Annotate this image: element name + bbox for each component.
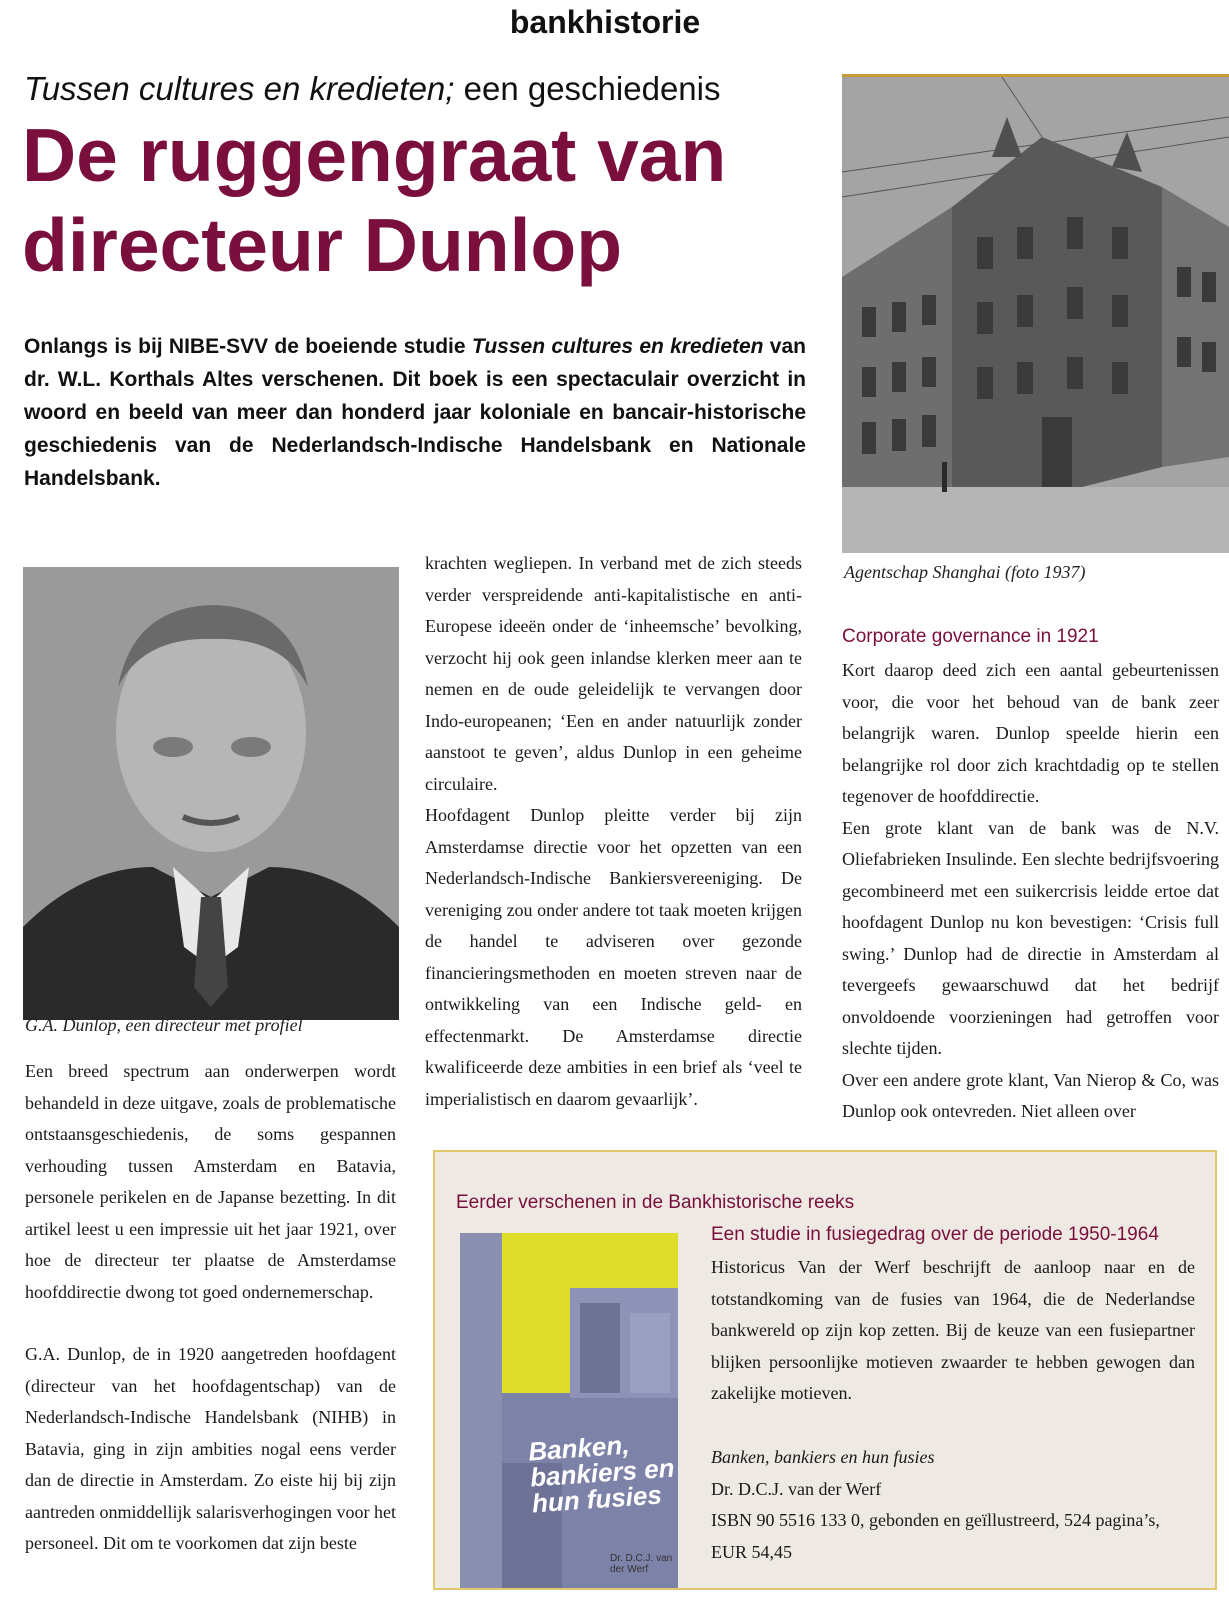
book-price: EUR 54,45 bbox=[711, 1541, 792, 1562]
shanghai-caption: Agentschap Shanghai (foto 1937) bbox=[844, 562, 1086, 582]
col3-paragraph-2: Een grote klant van de bank was de N.V. Oliefabrieken Insulinde. Een slechte bedrijfsvoering gecombineerd met een suikercrisis leidde ertoe dat hoofdagent Dunlop nu kon bevestigen: ‘Crisis full swing.’ Dunlop had de directie in Amsterdam al tevergeefs gewaarschuwd dat het bedrijf onvoldoende voorzieningen had getroffen voor slechte tijden. bbox=[842, 817, 1219, 1058]
col3-paragraph-1: Kort daarop deed zich een aantal gebeurtenissen voor, die voor het behoud van de bank zeer belangrijk waren. Dunlop speelde hierin een belangrijke rol door zich krachtdadig op te stellen tegenover de hoofddirectie. bbox=[842, 660, 1219, 806]
book-title: Banken, bankiers en hun fusies bbox=[711, 1447, 935, 1467]
cover-author: Dr. D.C.J. van der Werf bbox=[610, 1553, 673, 1575]
section-label: bankhistorie bbox=[509, 4, 701, 40]
kicker-rest: een geschiedenis bbox=[454, 70, 721, 107]
box-subheading: Een studie in fusiegedrag over de periode 1950-1964 bbox=[711, 1224, 1159, 1245]
corporate-governance-subhead: Corporate governance in 1921 bbox=[842, 626, 1099, 647]
book-details bbox=[711, 1442, 1201, 1568]
intro-part-2: van dr. W.L. Korthals Altes verschenen. Dit boek is een spectaculair overzicht in woord en beeld van meer dan honderd jaar koloniale en bancair-historische geschiedenis van de Nederlandsch-Indische Handelsbank en Nationale Handelsbank. bbox=[24, 335, 806, 490]
dunlop-portrait-illustration bbox=[23, 567, 399, 1020]
book-cover-art bbox=[460, 1233, 678, 1588]
col3-paragraph-3: Over een andere grote klant, Van Nierop & Co, was Dunlop ook ontevreden. Niet alleen over bbox=[842, 1069, 1219, 1121]
box-heading: Eerder verschenen in de Bankhistorische reeks bbox=[456, 1192, 855, 1213]
column-3 bbox=[842, 655, 1219, 1128]
box-body: Historicus Van der Werf beschrijft de aanloop naar en de totstandkoming van de fusies van 1964, die de Nederlandse bankwereld op zijn kop zetten. Bij de keuze van een fusiepartner blijken persoonlijke motieven zwaarder te hebben gewogen dan zakelijke motieven. bbox=[711, 1257, 1195, 1403]
shanghai-building-illustration bbox=[842, 77, 1229, 553]
book-author: Dr. D.C.J. van der Werf bbox=[711, 1478, 882, 1499]
book-cover bbox=[460, 1233, 678, 1588]
col1-paragraph-2: G.A. Dunlop, de in 1920 aangetreden hoofdagent (directeur van het hoofdagentschap) van de Nederlandsch-Indische Handelsbank (NIHB) in Batavia, ging in zijn ambities nogal eens verder dan de directie in Amsterdam. Zo eiste hij bij zijn aantreden onmiddellijk salarisverhogingen voor het personeel. Dit om te voorkomen dat zijn beste bbox=[25, 1344, 396, 1553]
cover-title: Banken, bankiers en hun fusies bbox=[527, 1429, 676, 1519]
headline-line-2: directeur Dunlop bbox=[22, 203, 623, 287]
intro-part-1: Onlangs is bij NIBE-SVV de boeiende studie bbox=[24, 335, 472, 358]
shanghai-photo bbox=[842, 74, 1229, 553]
kicker-italic: Tussen cultures en kredieten; bbox=[24, 70, 455, 107]
column-1 bbox=[25, 1056, 396, 1560]
portrait-caption: G.A. Dunlop, een directeur met profiel bbox=[25, 1015, 303, 1035]
col1-paragraph-1: Een breed spectrum aan onderwerpen wordt behandeld in deze uitgave, zoals de problematische ontstaansgeschiedenis, de soms gespannen verhouding tussen Amsterdam en Batavia, personele perikelen en de Japanse bezetting. In dit artikel leest u een impressie uit het jaar 1921, over hoe de directeur ter plaatse de Amsterdamse hoofddirectie dwong tot goed ondernemerschap. bbox=[25, 1061, 396, 1302]
article-kicker bbox=[24, 70, 720, 108]
article-intro bbox=[24, 330, 806, 495]
column-2 bbox=[425, 548, 802, 1115]
article-headline bbox=[22, 110, 812, 290]
book-isbn: ISBN 90 5516 133 0, gebonden en geïllustreerd, 524 pagina’s, bbox=[711, 1510, 1160, 1530]
dunlop-portrait bbox=[23, 567, 399, 1020]
col2-paragraph-1: krachten wegliepen. In verband met de zich steeds verder verspreidende anti-kapitalistische en anti-Europese ideeën onder de ‘inheemsche’ bevolking, verzocht hij ook geen inlandse klerken meer aan te nemen en de oude geleidelijk te vervangen door Indo-europeanen; ‘Een en ander natuurlijk zonder aanstoot te geven’, aldus Dunlop in een geheime circulaire. bbox=[425, 553, 802, 794]
headline-line-1: De ruggengraat van bbox=[22, 113, 727, 197]
col2-paragraph-2: Hoofdagent Dunlop pleitte verder bij zijn Amsterdamse directie voor het opzetten van een Nederlandsch-Indische Bankiersvereeniging. De vereniging zou onder andere tot taak moeten krijgen de handel te adviseren over gezonde financieringsmethoden en moeten streven naar de ontwikkeling van een Indische geld- en effectenmarkt. De Amsterdamse directie kwalificeerde deze ambities in een brief als ‘veel te imperialistisch en daarom gevaarlijk’. bbox=[425, 805, 802, 1109]
intro-book-title: Tussen cultures en kredieten bbox=[471, 335, 764, 358]
